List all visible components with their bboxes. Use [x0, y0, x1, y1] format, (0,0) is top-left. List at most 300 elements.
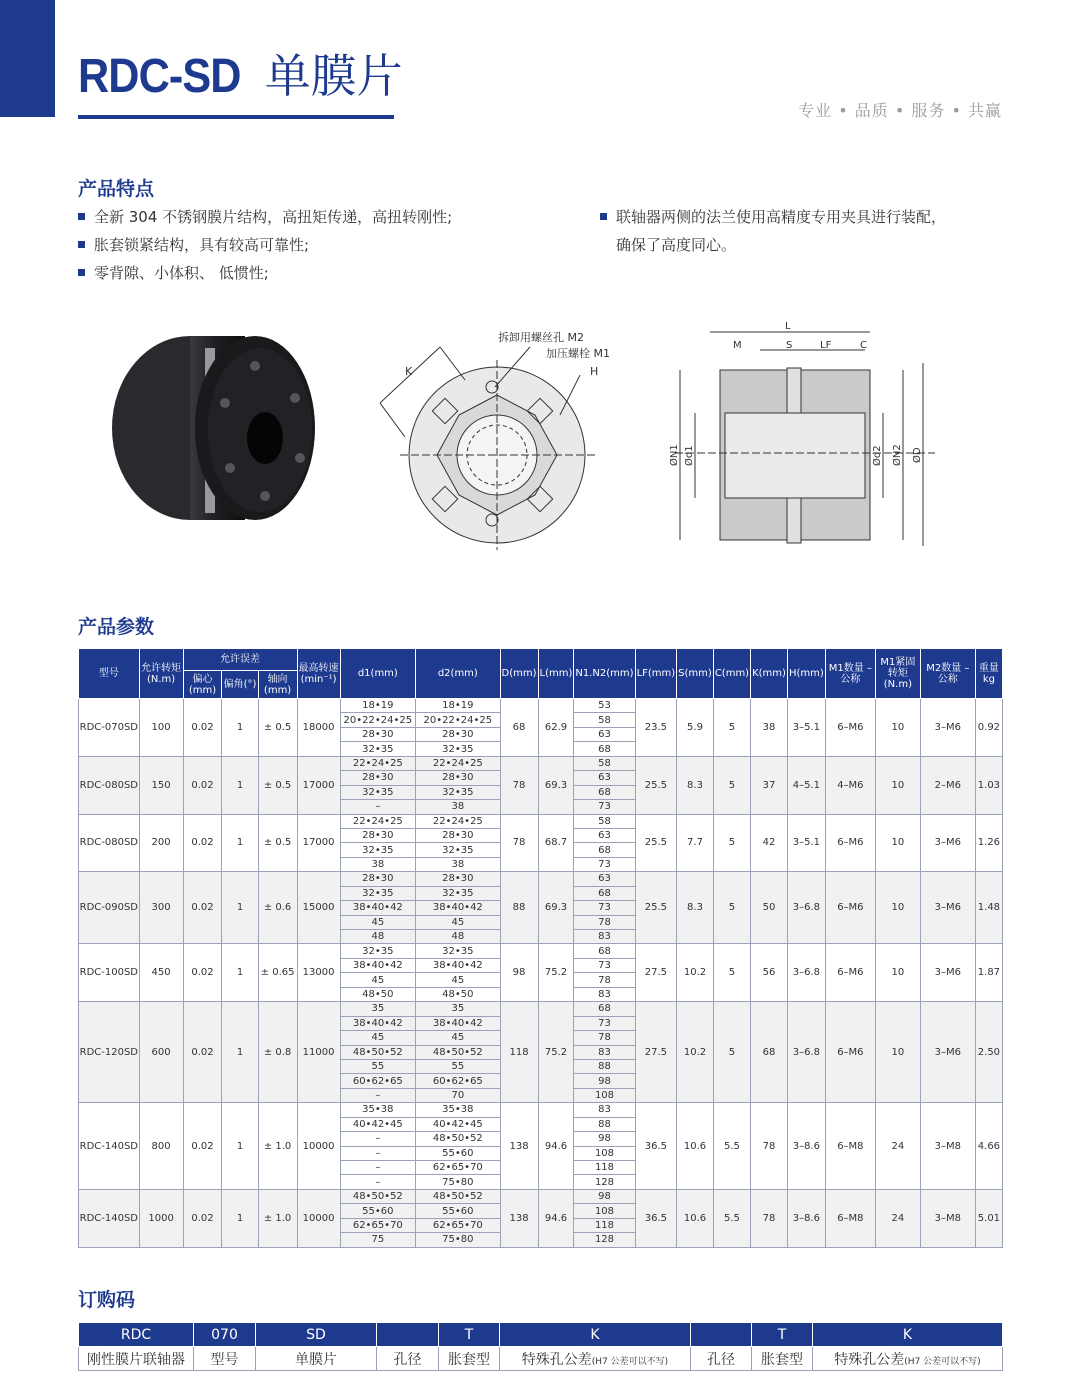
cell-n: 78	[574, 973, 635, 987]
cell-n: 68	[574, 944, 635, 958]
cell-d2: 22•24•25	[416, 814, 500, 828]
features-right-list	[600, 203, 946, 259]
front-view-drawing	[370, 325, 610, 565]
cell-d2: 48•50	[416, 987, 500, 1001]
cell-C: 5	[713, 1002, 750, 1103]
cell-n: 98	[574, 1132, 635, 1146]
cell-LF: 36.5	[635, 1103, 677, 1190]
cell-M1: 6–M6	[825, 872, 875, 944]
cell-M1t: 10	[876, 756, 921, 814]
cell-n: 108	[574, 1204, 635, 1218]
cell-C: 5.5	[713, 1103, 750, 1190]
cell-d2: 35•38	[416, 1103, 500, 1117]
cell-ecc: 0.02	[183, 1103, 222, 1190]
cell-M1: 6–M6	[825, 814, 875, 872]
cell-n: 108	[574, 1146, 635, 1160]
cell-K: 56	[751, 944, 788, 1002]
cell-L: 75.2	[538, 1002, 574, 1103]
order-code-row	[79, 1323, 1003, 1347]
cell-n: 128	[574, 1175, 635, 1189]
cell-d1: 55	[340, 1059, 416, 1073]
cell-C: 5	[713, 944, 750, 1002]
cell-d1: 60•62•65	[340, 1074, 416, 1088]
dim-c: C	[860, 340, 867, 351]
cell-d1: 48•50•52	[340, 1189, 416, 1203]
cell-L: 75.2	[538, 944, 574, 1002]
cell-LF: 36.5	[635, 1189, 677, 1247]
cell-model: RDC-080SD	[79, 756, 140, 814]
cell-LF: 27.5	[635, 944, 677, 1002]
cell-n: 68	[574, 785, 635, 799]
label-text: 特殊孔公差	[521, 1351, 592, 1368]
dim-d2: Ød2	[872, 445, 883, 466]
cell-H: 3–5.1	[787, 814, 825, 872]
dim-l: L	[785, 321, 791, 332]
label-text: 特殊孔公差	[834, 1351, 905, 1368]
order-label-row	[79, 1347, 1003, 1371]
cell-ecc: 0.02	[183, 872, 222, 944]
cell-n: 68	[574, 1002, 635, 1016]
cell-d2: 28•30	[416, 727, 500, 741]
cell-n: 128	[574, 1233, 635, 1247]
cell-model: RDC-080SD	[79, 814, 140, 872]
cell-axial: ± 1.0	[258, 1189, 297, 1247]
cell-M1: 4–M6	[825, 756, 875, 814]
page-title	[78, 40, 403, 106]
cell-C: 5	[713, 699, 750, 757]
cell-d1: 55•60	[340, 1204, 416, 1218]
cell-n: 68	[574, 886, 635, 900]
cell-model: RDC-140SD	[79, 1103, 140, 1190]
cell-wt: 1.48	[975, 872, 1002, 944]
label-cell: 孔径	[377, 1347, 439, 1371]
features-title: 产品特点	[78, 178, 155, 200]
cell-K: 78	[751, 1103, 788, 1190]
cell-n: 73	[574, 857, 635, 871]
cell-d2: 22•24•25	[416, 756, 500, 770]
cell-torque: 100	[139, 699, 183, 757]
cell-d2: 48	[416, 930, 500, 944]
code-cell: T	[752, 1323, 813, 1347]
cell-M1t: 10	[876, 944, 921, 1002]
cell-d1: 38•40•42	[340, 958, 416, 972]
cell-n: 63	[574, 771, 635, 785]
cell-d1: 48	[340, 930, 416, 944]
cell-d1: –	[340, 1132, 416, 1146]
th-K: K(mm)	[751, 649, 788, 699]
cell-LF: 27.5	[635, 1002, 677, 1103]
cell-model: RDC-070SD	[79, 699, 140, 757]
cell-axial: ± 0.5	[258, 814, 297, 872]
cell-L: 94.6	[538, 1189, 574, 1247]
dim-n1: ØN1	[669, 444, 680, 466]
cell-H: 3–6.8	[787, 944, 825, 1002]
th-S: S(mm)	[677, 649, 714, 699]
side-view-drawing	[655, 318, 945, 558]
label-cell: 刚性膜片联轴器	[79, 1347, 194, 1371]
cell-d1: 28•30	[340, 828, 416, 842]
cell-L: 69.3	[538, 756, 574, 814]
cell-C: 5.5	[713, 1189, 750, 1247]
label-m1: 加压螺栓 M1	[546, 347, 610, 360]
cell-d1: 32•35	[340, 785, 416, 799]
cell-torque: 800	[139, 1103, 183, 1190]
cell-axial: ± 0.5	[258, 699, 297, 757]
cell-n: 73	[574, 800, 635, 814]
cell-d2: 62•65•70	[416, 1218, 500, 1232]
cell-D: 98	[500, 944, 538, 1002]
cell-ecc: 0.02	[183, 814, 222, 872]
cell-d2: 55•60	[416, 1146, 500, 1160]
cell-d1: 45	[340, 973, 416, 987]
cell-d1: 48•50	[340, 987, 416, 1001]
th-d2: d2(mm)	[416, 649, 500, 699]
cell-torque: 1000	[139, 1189, 183, 1247]
cell-L: 68.7	[538, 814, 574, 872]
cell-H: 3–8.6	[787, 1103, 825, 1190]
cell-d1: 48•50•52	[340, 1045, 416, 1059]
cell-n: 118	[574, 1218, 635, 1232]
th-axial: 轴向(mm)	[258, 671, 297, 699]
th-L: L(mm)	[538, 649, 574, 699]
cell-d1: –	[340, 1161, 416, 1175]
cell-d1: –	[340, 1146, 416, 1160]
cell-d1: 62•65•70	[340, 1218, 416, 1232]
cell-d2: 40•42•45	[416, 1117, 500, 1131]
cell-d2: 75•80	[416, 1233, 500, 1247]
cell-ecc: 0.02	[183, 944, 222, 1002]
order-title: 订购码	[78, 1289, 136, 1311]
th-n: N1.N2(mm)	[574, 649, 635, 699]
label-k: K	[405, 365, 413, 378]
cell-d1: 38•40•42	[340, 1016, 416, 1030]
cell-speed: 17000	[297, 814, 340, 872]
cell-n: 108	[574, 1088, 635, 1102]
cell-axial: ± 0.6	[258, 872, 297, 944]
cell-L: 62.9	[538, 699, 574, 757]
cell-n: 78	[574, 915, 635, 929]
cell-d1: –	[340, 1088, 416, 1102]
cell-axial: ± 0.8	[258, 1002, 297, 1103]
code-cell: K	[500, 1323, 691, 1347]
cell-d2: 38•40•42	[416, 958, 500, 972]
cell-d1: 40•42•45	[340, 1117, 416, 1131]
cell-d2: 28•30	[416, 872, 500, 886]
cell-M1t: 10	[876, 814, 921, 872]
cell-speed: 13000	[297, 944, 340, 1002]
th-model: 型号	[79, 649, 140, 699]
cell-n: 73	[574, 958, 635, 972]
cell-ang: 1	[222, 1189, 258, 1247]
cell-d2: 48•50•52	[416, 1132, 500, 1146]
cell-ecc: 0.02	[183, 1002, 222, 1103]
cell-M2: 3–M6	[920, 814, 975, 872]
cell-torque: 600	[139, 1002, 183, 1103]
cell-model: RDC-100SD	[79, 944, 140, 1002]
cell-d1: 45	[340, 1031, 416, 1045]
cell-n: 98	[574, 1074, 635, 1088]
cell-ang: 1	[222, 1103, 258, 1190]
cell-C: 5	[713, 814, 750, 872]
cell-d2: 18•19	[416, 699, 500, 713]
cell-torque: 200	[139, 814, 183, 872]
features-left-list	[78, 203, 452, 287]
cell-n: 98	[574, 1189, 635, 1203]
cell-speed: 15000	[297, 872, 340, 944]
cell-n: 83	[574, 930, 635, 944]
cell-C: 5	[713, 872, 750, 944]
cell-H: 4–5.1	[787, 756, 825, 814]
cell-H: 3–8.6	[787, 1189, 825, 1247]
cell-L: 94.6	[538, 1103, 574, 1190]
cell-H: 3–5.1	[787, 699, 825, 757]
cell-ang: 1	[222, 1002, 258, 1103]
cell-L: 69.3	[538, 872, 574, 944]
cell-LF: 23.5	[635, 699, 677, 757]
feature-item: 零背隙、小体积、 低惯性;	[78, 259, 452, 287]
cell-d1: 75	[340, 1233, 416, 1247]
cell-d2: 20•22•24•25	[416, 713, 500, 727]
cell-D: 78	[500, 756, 538, 814]
feature-item-continued: 确保了高度同心。	[616, 236, 737, 254]
cell-M1t: 10	[876, 872, 921, 944]
cell-K: 50	[751, 872, 788, 944]
cell-d2: 28•30	[416, 771, 500, 785]
slogan: 专业 • 品质 • 服务 • 共赢	[798, 101, 1002, 120]
cell-ecc: 0.02	[183, 756, 222, 814]
code-cell: K	[813, 1323, 1003, 1347]
feature-item: 联轴器两侧的法兰使用高精度专用夹具进行装配，	[600, 203, 946, 231]
cell-n: 63	[574, 828, 635, 842]
cell-d1: 35•38	[340, 1103, 416, 1117]
th-m2: M2数量 – 公称	[920, 649, 975, 699]
label-h: H	[590, 365, 599, 378]
cell-n: 68	[574, 742, 635, 756]
title-underline	[78, 115, 394, 119]
cell-M1t: 10	[876, 699, 921, 757]
cell-n: 118	[574, 1161, 635, 1175]
cell-torque: 150	[139, 756, 183, 814]
cell-d1: 18•19	[340, 699, 416, 713]
dim-m: M	[733, 340, 742, 351]
cell-d2: 75•80	[416, 1175, 500, 1189]
cell-n: 63	[574, 727, 635, 741]
param-row	[79, 699, 1003, 713]
cell-n: 63	[574, 872, 635, 886]
cell-d2: 38	[416, 857, 500, 871]
cell-d1: –	[340, 800, 416, 814]
product-photo	[95, 318, 325, 548]
cell-LF: 25.5	[635, 756, 677, 814]
cell-ecc: 0.02	[183, 1189, 222, 1247]
th-m1-torque: M1紧固转矩(N.m)	[876, 649, 921, 699]
cell-ang: 1	[222, 756, 258, 814]
code-cell: SD	[256, 1323, 377, 1347]
cell-n: 78	[574, 1031, 635, 1045]
label-cell: 孔径	[691, 1347, 752, 1371]
cell-wt: 2.50	[975, 1002, 1002, 1103]
cell-n: 58	[574, 756, 635, 770]
cell-d2: 45	[416, 915, 500, 929]
cell-d1: 32•35	[340, 886, 416, 900]
cell-n: 88	[574, 1117, 635, 1131]
cell-d1: 32•35	[340, 944, 416, 958]
cell-M1: 6–M8	[825, 1189, 875, 1247]
cell-ecc: 0.02	[183, 699, 222, 757]
cell-S: 10.6	[677, 1189, 714, 1247]
cell-torque: 450	[139, 944, 183, 1002]
cell-d2: 55•60	[416, 1204, 500, 1218]
cell-axial: ± 0.65	[258, 944, 297, 1002]
th-LF: LF(mm)	[635, 649, 677, 699]
cell-wt: 0.92	[975, 699, 1002, 757]
cell-speed: 10000	[297, 1103, 340, 1190]
cell-axial: ± 1.0	[258, 1103, 297, 1190]
cell-d1: 35	[340, 1002, 416, 1016]
cell-model: RDC-140SD	[79, 1189, 140, 1247]
cell-d2: 32•35	[416, 742, 500, 756]
dim-d: ØD	[912, 447, 923, 463]
cell-d1: –	[340, 1175, 416, 1189]
cell-S: 10.2	[677, 1002, 714, 1103]
cell-speed: 18000	[297, 699, 340, 757]
cell-D: 118	[500, 1002, 538, 1103]
cell-d1: 28•30	[340, 872, 416, 886]
cell-H: 3–6.8	[787, 872, 825, 944]
th-H: H(mm)	[787, 649, 825, 699]
cell-wt: 1.26	[975, 814, 1002, 872]
cell-D: 68	[500, 699, 538, 757]
cell-d2: 35	[416, 1002, 500, 1016]
param-row	[79, 944, 1003, 958]
code-cell: T	[439, 1323, 500, 1347]
note-text: (H7 公差可以不写)	[591, 1356, 669, 1367]
cell-ang: 1	[222, 814, 258, 872]
label-cell-tolerance	[500, 1347, 691, 1371]
cell-D: 138	[500, 1103, 538, 1190]
title-name: 单膜片	[264, 49, 403, 103]
param-row	[79, 814, 1003, 828]
cell-d2: 55	[416, 1059, 500, 1073]
cell-d2: 48•50•52	[416, 1189, 500, 1203]
cell-S: 8.3	[677, 756, 714, 814]
cell-S: 5.9	[677, 699, 714, 757]
cell-n: 88	[574, 1059, 635, 1073]
cell-speed: 11000	[297, 1002, 340, 1103]
cell-wt: 4.66	[975, 1103, 1002, 1190]
code-cell: 070	[194, 1323, 256, 1347]
cell-M2: 3–M6	[920, 1002, 975, 1103]
cell-M1: 6–M6	[825, 699, 875, 757]
dim-s: S	[786, 340, 793, 351]
cell-wt: 5.01	[975, 1189, 1002, 1247]
cell-d2: 45	[416, 1031, 500, 1045]
label-cell: 胀套型	[752, 1347, 813, 1371]
param-row	[79, 1189, 1003, 1203]
cell-n: 83	[574, 987, 635, 1001]
cell-H: 3–6.8	[787, 1002, 825, 1103]
param-row	[79, 1103, 1003, 1117]
label-cell-tolerance	[813, 1347, 1003, 1371]
code-cell: RDC	[79, 1323, 194, 1347]
th-m1: M1数量 – 公称	[825, 649, 875, 699]
cell-M2: 3–M6	[920, 944, 975, 1002]
cell-d2: 60•62•65	[416, 1074, 500, 1088]
th-ang: 偏角(°)	[222, 671, 258, 699]
cell-ang: 1	[222, 699, 258, 757]
cell-S: 10.6	[677, 1103, 714, 1190]
code-cell	[377, 1323, 439, 1347]
cell-d1: 22•24•25	[340, 814, 416, 828]
th-d1: d1(mm)	[340, 649, 416, 699]
cell-ang: 1	[222, 944, 258, 1002]
params-body	[79, 699, 1003, 1248]
cell-d1: 28•30	[340, 727, 416, 741]
cell-d2: 32•35	[416, 886, 500, 900]
cell-d2: 38	[416, 800, 500, 814]
param-row	[79, 1002, 1003, 1016]
th-ecc: 偏心(mm)	[183, 671, 222, 699]
cell-d2: 48•50•52	[416, 1045, 500, 1059]
cell-n: 58	[574, 713, 635, 727]
cell-d1: 20•22•24•25	[340, 713, 416, 727]
cell-M2: 2–M6	[920, 756, 975, 814]
cell-M2: 3–M8	[920, 1103, 975, 1190]
cell-D: 78	[500, 814, 538, 872]
cell-M2: 3–M8	[920, 1189, 975, 1247]
cell-d2: 62•65•70	[416, 1161, 500, 1175]
cell-M1t: 10	[876, 1002, 921, 1103]
label-cell: 型号	[194, 1347, 256, 1371]
cell-K: 42	[751, 814, 788, 872]
dim-lf: LF	[820, 340, 832, 351]
cell-speed: 17000	[297, 756, 340, 814]
cell-d1: 38	[340, 857, 416, 871]
cell-M2: 3–M6	[920, 872, 975, 944]
th-weight: 重量kg	[975, 649, 1002, 699]
cell-d2: 32•35	[416, 785, 500, 799]
th-C: C(mm)	[713, 649, 750, 699]
note-text: (H7 公差可以不写)	[904, 1356, 981, 1367]
cell-K: 68	[751, 1002, 788, 1103]
cell-K: 78	[751, 1189, 788, 1247]
cell-M1: 6–M8	[825, 1103, 875, 1190]
cell-n: 83	[574, 1045, 635, 1059]
cell-M1: 6–M6	[825, 1002, 875, 1103]
cell-n: 73	[574, 901, 635, 915]
cell-n: 73	[574, 1016, 635, 1030]
cell-D: 138	[500, 1189, 538, 1247]
cell-LF: 25.5	[635, 814, 677, 872]
cell-wt: 1.03	[975, 756, 1002, 814]
dim-d1: Ød1	[684, 445, 695, 466]
cell-d2: 28•30	[416, 828, 500, 842]
cell-d1: 28•30	[340, 771, 416, 785]
cell-S: 10.2	[677, 944, 714, 1002]
cell-speed: 10000	[297, 1189, 340, 1247]
cell-C: 5	[713, 756, 750, 814]
cell-d1: 38•40•42	[340, 901, 416, 915]
cell-model: RDC-120SD	[79, 1002, 140, 1103]
cell-D: 88	[500, 872, 538, 944]
params-title: 产品参数	[78, 616, 155, 638]
cell-wt: 1.87	[975, 944, 1002, 1002]
label-cell: 单膜片	[256, 1347, 377, 1371]
cell-M1: 6–M6	[825, 944, 875, 1002]
param-row	[79, 872, 1003, 886]
code-cell	[691, 1323, 752, 1347]
cell-d2: 38•40•42	[416, 901, 500, 915]
